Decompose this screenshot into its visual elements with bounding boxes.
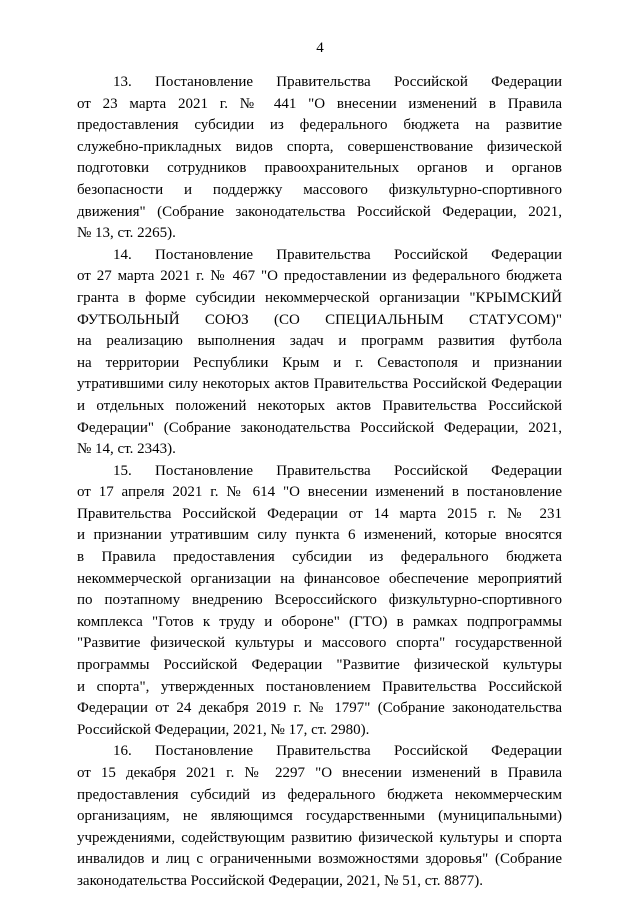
item-14-line: № 14, ст. 2343). [77,441,176,458]
item-15-line: некоммерческой организации на финансовое обеспечение мероприятий [77,570,562,587]
item-16-line: 16. Постановление Правительства Российской Федерации [113,743,562,760]
item-14-line: на реализацию выполнения задач и программ развития футбола [77,333,562,350]
item-13-line: предоставления субсидии из федерального бюджета на развитие [77,117,562,134]
item-15-line: в Правила предоставления субсидии из федерального бюджета [77,549,562,566]
item-15-line: и признании утратившим силу пункта 6 изменений, которые вносятся [77,527,562,544]
item-13-line: безопасности и поддержку массового физкультурно-спортивного [77,181,562,198]
item-14-line: и отдельных положений некоторых актов Правительства Российской [77,397,562,414]
item-16-line: учреждениями, содействующим развитию физической культуры и спорта [77,829,562,846]
item-15-line: Федерации от 24 декабря 2019 г. № 1797" (Собрание законодательства [77,700,562,717]
item-15-line: Российской Федерации, 2021, № 17, ст. 2980). [77,721,370,738]
item-16-line: от 15 декабря 2021 г. № 2297 "О внесении изменений в Правила [77,765,562,781]
item-15-line: Правительства Российской Федерации от 14 марта 2015 г. № 231 [77,505,562,522]
item-13-line: подготовки сотрудников правоохранительных органов и органов [77,160,562,177]
item-16-line: предоставления субсидий из федерального бюджета некоммерческим [77,786,562,803]
item-15-line: 15. Постановление Правительства Российской Федерации [113,462,562,479]
item-15-line: и спорта", утвержденных постановлением Правительства Российской [77,678,562,695]
item-13-line: движения" (Собрание законодательства Российской Федерации, 2021, [77,203,562,220]
item-14-line: от 27 марта 2021 г. № 467 "О предоставлении из федерального бюджета [77,268,562,285]
list-item-13 [77,72,562,245]
item-15-line: по поэтапному внедрению Всероссийского физкультурно-спортивного [77,592,562,609]
item-14-line: утратившими силу некоторых актов Правительства Российской Федерации [77,376,562,393]
item-15-line: программы Российской Федерации "Развитие физической культуры [77,657,562,674]
item-13-line: служебно-прикладных видов спорта, совершенствование физической [77,138,562,155]
document-body [77,72,562,893]
item-15-line: комплекса "Готов к труду и обороне" (ГТО) в рамках подпрограммы [77,613,562,630]
item-16-line: законодательства Российской Федерации, 2021, № 51, ст. 8877). [77,872,484,889]
item-13-line: 13. Постановление Правительства Российской Федерации [113,74,562,90]
item-14-line: Федерации" (Собрание законодательства Российской Федерации, 2021, [77,419,562,436]
item-14-line: гранта в форме субсидии некоммерческой организации "КРЫМСКИЙ [77,289,562,306]
item-14-line: на территории Республики Крым и г. Севастополя и признании [77,354,562,371]
item-13-line: № 13, ст. 2265). [77,225,176,242]
item-16-line: инвалидов и лиц с ограниченными возможностями здоровья" (Собрание [77,851,562,868]
item-14-line: ФУТБОЛЬНЫЙ СОЮЗ (СО СПЕЦИАЛЬНЫМ СТАТУСОМ)" [77,311,562,328]
item-15-line: "Развитие физической культуры и массового спорта" государственной [77,635,562,652]
item-15-line: от 17 апреля 2021 г. № 614 "О внесении изменений в постановление [77,484,562,501]
item-13-line: от 23 марта 2021 г. № 441 "О внесении изменений в Правила [77,95,562,112]
item-16-line: организациям, не являющимся государственными (муниципальными) [77,808,562,825]
list-item-15 [77,461,562,742]
list-item-16 [77,741,562,892]
page-number: 4 [316,40,324,56]
item-14-line: 14. Постановление Правительства Российской Федерации [113,246,562,263]
list-item-14 [77,245,562,461]
